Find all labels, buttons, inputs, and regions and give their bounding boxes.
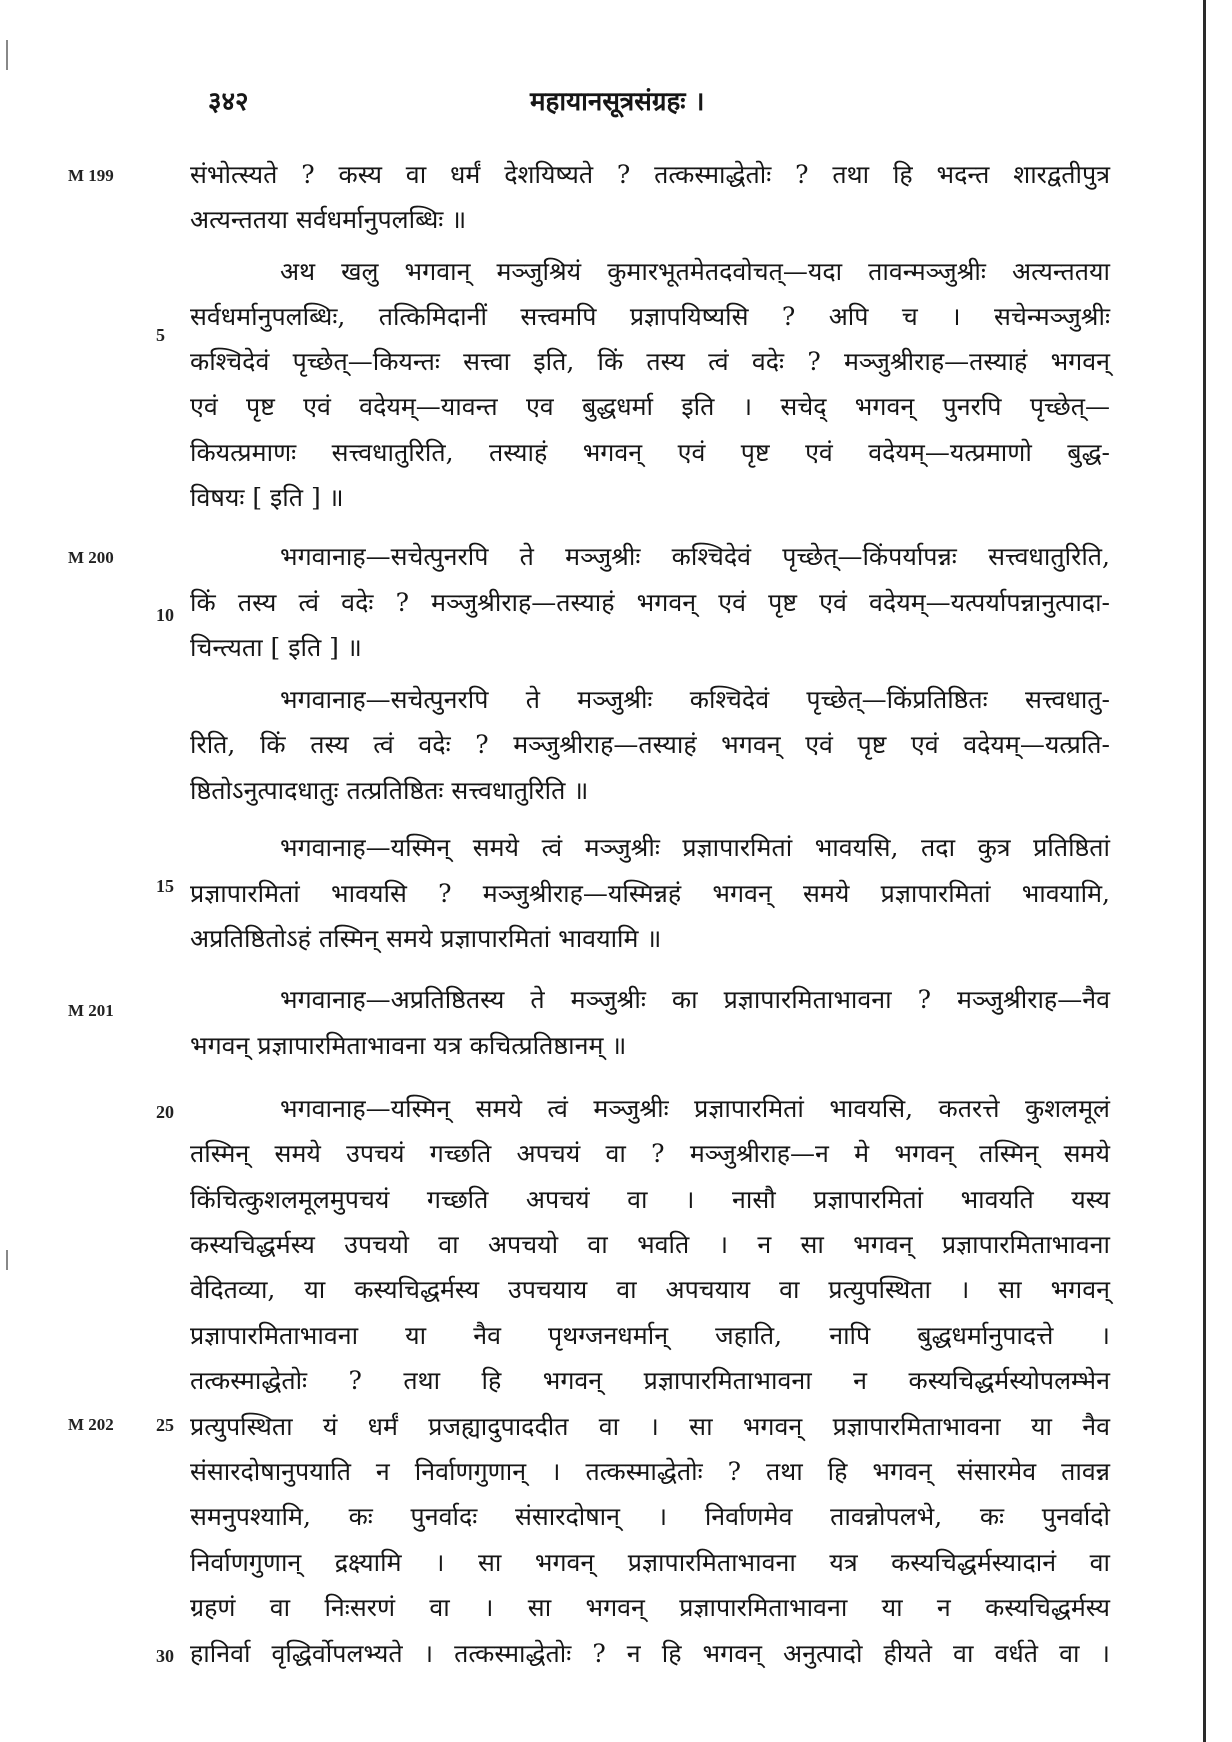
- margin-ref: M 200: [68, 548, 114, 567]
- text-line: सर्वधर्मानुपलब्धिः, तत्किमिदानीं सत्त्वमपि प्रज्ञापयिष्यसि ? अपि च । सचेन्मञ्जुश्रीः: [190, 302, 1110, 331]
- scan-mark: [6, 40, 8, 70]
- text-line: ग्रहणं वा निःसरणं वा । सा भगवन् प्रज्ञापारमिताभावना या न कस्यचिद्धर्मस्य: [190, 1593, 1110, 1622]
- text-line: किं तस्य त्वं वदेः ? मञ्जुश्रीराह—तस्याहं भगवन् एवं पृष्ट एवं वदेयम्—यत्पर्यापन्नानुत्पादा-: [190, 588, 1110, 617]
- text-line: प्रत्युपस्थिता यं धर्मं प्रजह्यादुपाददीत वा । सा भगवन् प्रज्ञापारमिताभावना या नैव: [190, 1412, 1110, 1441]
- page-number: ३४२: [208, 87, 249, 117]
- text-line: विषयः [ इति ] ॥: [190, 483, 344, 512]
- text-line: भगवन् प्रज्ञापारमिताभावना यत्र कचित्प्रतिष्ठानम् ॥: [190, 1031, 627, 1060]
- text-line: भगवानाह—सचेत्पुनरपि ते मञ्जुश्रीः कश्चिदेवं पृच्छेत्—किंपर्यापन्नः सत्त्वधातुरिति,: [280, 542, 1110, 571]
- text-line: कश्चिदेवं पृच्छेत्—कियन्तः सत्त्वा इति, किं तस्य त्वं वदेः ? मञ्जुश्रीराह—तस्याहं भगवन्: [190, 347, 1110, 376]
- text-line: निर्वाणगुणान् द्रक्ष्यामि । सा भगवन् प्रज्ञापारमिताभावना यत्र कस्यचिद्धर्मस्यादानं वा: [190, 1548, 1110, 1577]
- text-line: वेदितव्या, या कस्यचिद्धर्मस्य उपचयाय वा अपचयाय वा प्रत्युपस्थिता । सा भगवन्: [190, 1275, 1110, 1304]
- text-line: प्रज्ञापारमिताभावना या नैव पृथग्जनधर्मान् जहाति, नापि बुद्धधर्मानुपादत्ते ।: [190, 1321, 1110, 1350]
- text-line: तत्कस्माद्धेतोः ? तथा हि भगवन् प्रज्ञापारमिताभावना न कस्यचिद्धर्मस्योपलम्भेन: [190, 1366, 1110, 1395]
- scan-mark: [6, 1250, 8, 1270]
- binding-rule: [1203, 0, 1206, 1742]
- line-number: 5: [156, 325, 165, 345]
- line-number: 15: [156, 876, 174, 896]
- margin-ref: M 202: [68, 1415, 114, 1434]
- line-number: 30: [156, 1646, 174, 1666]
- text-line: अथ खलु भगवान् मञ्जुश्रियं कुमारभूतमेतदवोचत्—यदा तावन्मञ्जुश्रीः अत्यन्ततया: [280, 257, 1110, 286]
- text-line: अत्यन्ततया सर्वधर्मानुपलब्धिः ॥: [190, 205, 467, 234]
- page-header: [0, 82, 1232, 122]
- text-line: तस्मिन् समये उपचयं गच्छति अपचयं वा ? मञ्जुश्रीराह—न मे भगवन् तस्मिन् समये: [190, 1139, 1110, 1168]
- text-line: संसारदोषानुपयाति न निर्वाणगुणान् । तत्कस्माद्धेतोः ? तथा हि भगवन् संसारमेव तावन्न: [190, 1457, 1110, 1486]
- text-line: भगवानाह—सचेत्पुनरपि ते मञ्जुश्रीः कश्चिदेवं पृच्छेत्—किंप्रतिष्ठितः सत्त्वधातु-: [280, 685, 1110, 714]
- text-line: भगवानाह—अप्रतिष्ठितस्य ते मञ्जुश्रीः का प्रज्ञापारमिताभावना ? मञ्जुश्रीराह—नैव: [280, 985, 1110, 1014]
- text-line: चिन्त्यता [ इति ] ॥: [190, 633, 362, 662]
- margin-ref: M 201: [68, 1001, 114, 1020]
- text-line: समनुपश्यामि, कः पुनर्वादः संसारदोषान् । निर्वाणमेव तावन्नोपलभे, कः पुनर्वादो: [190, 1502, 1110, 1531]
- text-line: भगवानाह—यस्मिन् समये त्वं मञ्जुश्रीः प्रज्ञापारमितां भावयसि, कतरत्ते कुशलमूलं: [280, 1094, 1110, 1123]
- margin-ref: M 199: [68, 166, 114, 185]
- line-number: 10: [156, 605, 174, 625]
- text-line: प्रज्ञापारमितां भावयसि ? मञ्जुश्रीराह—यस्मिन्नहं भगवन् समये प्रज्ञापारमितां भावयामि,: [190, 879, 1110, 908]
- text-line: एवं पृष्ट एवं वदेयम्—यावन्त एव बुद्धधर्मा इति । सचेद् भगवन् पुनरपि पृच्छेत्—: [190, 392, 1110, 421]
- text-line: कियत्प्रमाणः सत्त्वधातुरिति, तस्याहं भगवन् एवं पृष्ट एवं वदेयम्—यत्प्रमाणो बुद्ध-: [190, 438, 1110, 467]
- text-line: संभोत्स्यते ? कस्य वा धर्मं देशयिष्यते ? तत्कस्माद्धेतोः ? तथा हि भदन्त शारद्वतीपुत्र: [190, 160, 1110, 189]
- text-line: हानिर्वा वृद्धिर्वोपलभ्यते । तत्कस्माद्धेतोः ? न हि भगवन् अनुत्पादो हीयते वा वर्धते वा ।: [190, 1639, 1110, 1668]
- text-line: किंचित्कुशलमूलमुपचयं गच्छति अपचयं वा । नासौ प्रज्ञापारमितां भावयति यस्य: [190, 1185, 1110, 1214]
- text-line: कस्यचिद्धर्मस्य उपचयो वा अपचयो वा भवति । न सा भगवन् प्रज्ञापारमिताभावना: [190, 1230, 1110, 1259]
- line-number: 25: [156, 1415, 174, 1435]
- text-line: ष्ठितोऽनुत्पादधातुः तत्प्रतिष्ठितः सत्त्वधातुरिति ॥: [190, 776, 589, 805]
- running-title: महायानसूत्रसंग्रहः ।: [530, 87, 705, 117]
- line-number: 20: [156, 1102, 174, 1122]
- text-line: अप्रतिष्ठितोऽहं तस्मिन् समये प्रज्ञापारमितां भावयामि ॥: [190, 924, 662, 953]
- text-line: रिति, किं तस्य त्वं वदेः ? मञ्जुश्रीराह—तस्याहं भगवन् एवं पृष्ट एवं वदेयम्—यत्प्रति-: [190, 730, 1110, 759]
- text-line: भगवानाह—यस्मिन् समये त्वं मञ्जुश्रीः प्रज्ञापारमितां भावयसि, तदा कुत्र प्रतिष्ठितां: [280, 833, 1110, 862]
